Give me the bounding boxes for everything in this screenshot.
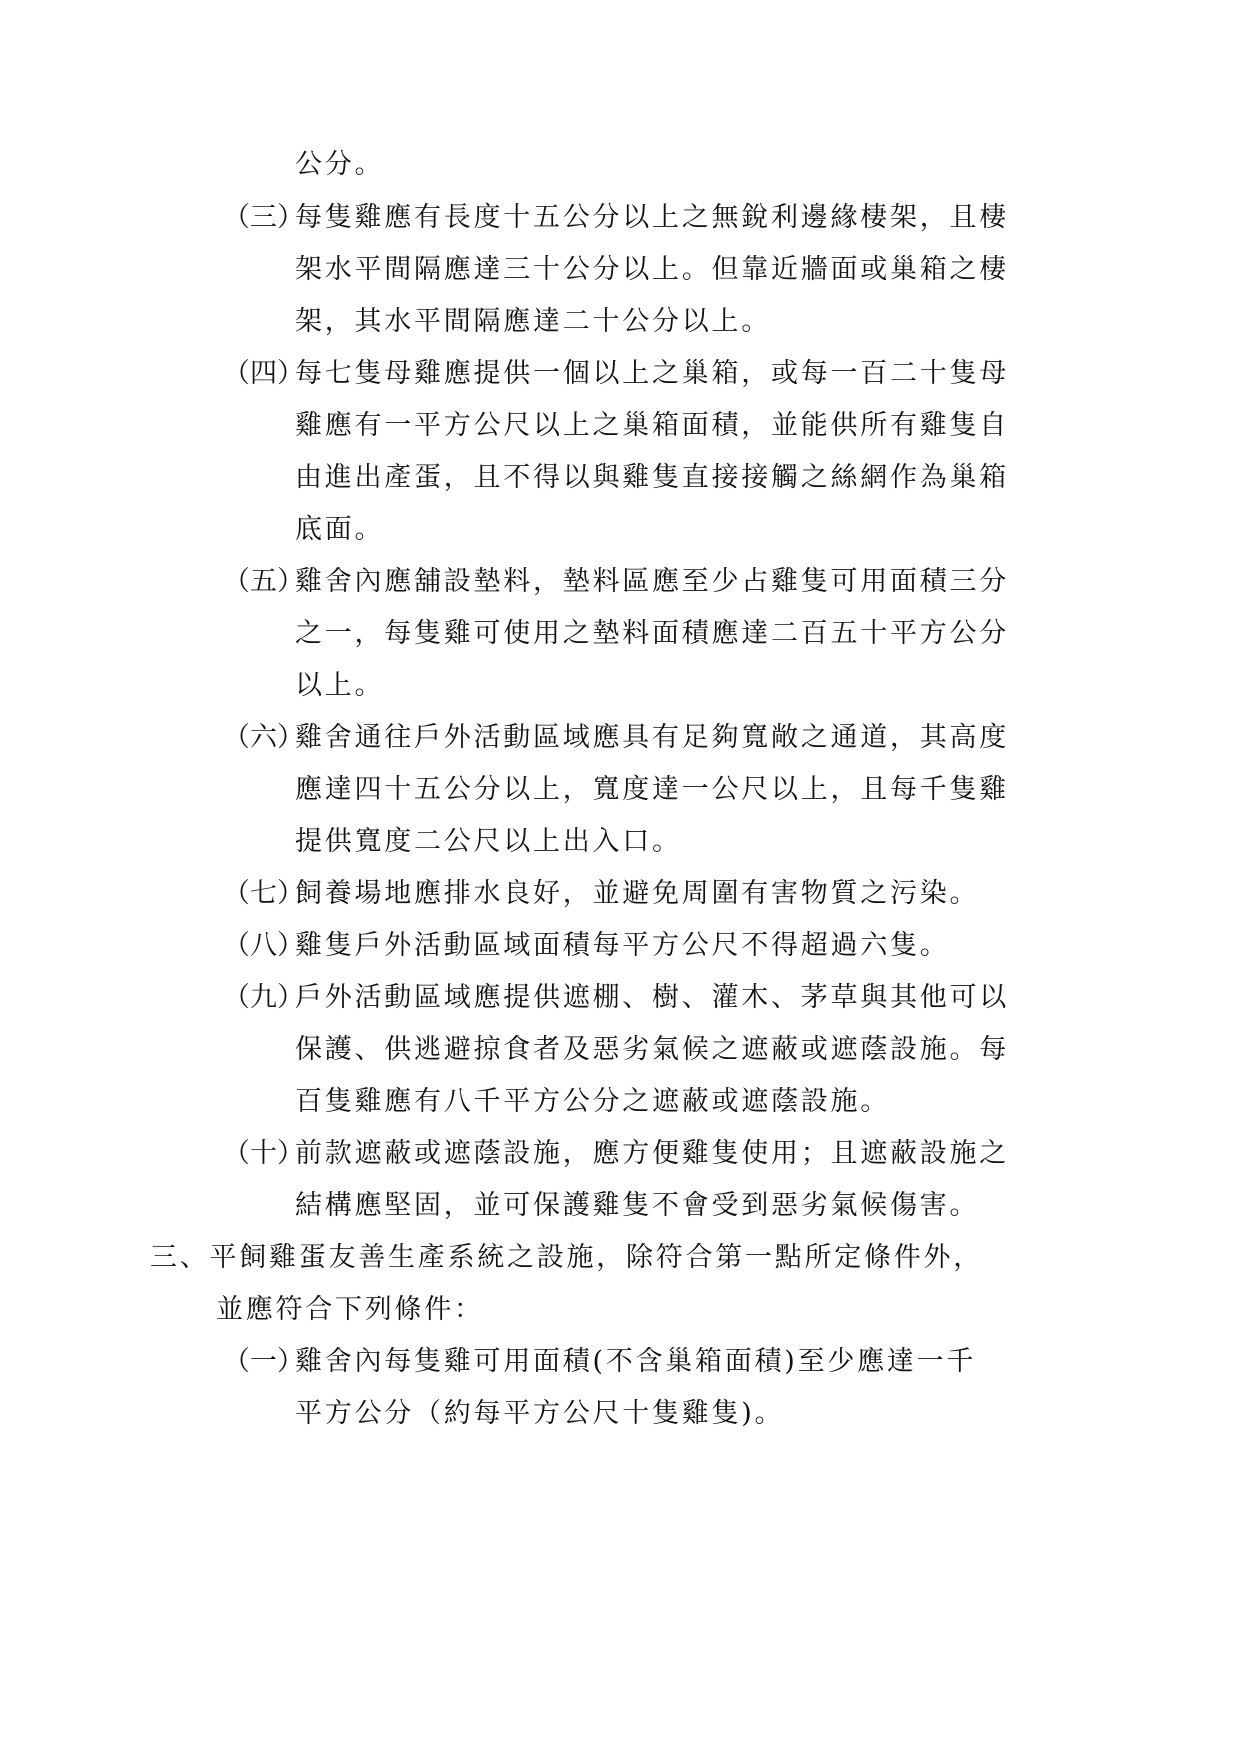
- paragraph-line: 底面。: [295, 514, 385, 545]
- section-heading: 三、平飼雞蛋友善生產系統之設施，除符合第一點所定條件外，: [150, 1242, 983, 1273]
- section-heading-continuation: 並應符合下列條件：: [216, 1294, 484, 1325]
- item-marker: （一）: [223, 1346, 304, 1377]
- paragraph-line: 提供寬度二公尺以上出入口。: [295, 826, 682, 857]
- item-marker: （九）: [223, 982, 304, 1013]
- item-marker: （四）: [223, 358, 304, 389]
- paragraph-line: 公分。: [295, 149, 385, 180]
- paragraph-line: 百隻雞應有八千平方公分之遮蔽或遮蔭設施。: [295, 1086, 890, 1117]
- item-marker: （七）: [223, 878, 304, 909]
- paragraph-line: 前款遮蔽或遮蔭設施，應方便雞隻使用；且遮蔽設施之: [295, 1138, 1009, 1169]
- item-marker: （六）: [223, 722, 304, 753]
- paragraph-line: 雞隻戶外活動區域面積每平方公尺不得超過六隻。: [295, 930, 950, 961]
- paragraph-line: 每七隻母雞應提供一個以上之巢箱，或每一百二十隻母: [295, 358, 1009, 389]
- paragraph-line: 飼養場地應排水良好，並避免周圍有害物質之污染。: [295, 878, 980, 909]
- item-marker: （三）: [223, 202, 304, 233]
- item-marker: （五）: [223, 566, 304, 597]
- paragraph-line: 結構應堅固，並可保護雞隻不會受到惡劣氣候傷害。: [295, 1190, 980, 1221]
- item-marker: （八）: [223, 930, 304, 961]
- paragraph-line: 架，其水平間隔應達二十公分以上。: [295, 306, 771, 337]
- paragraph-line: 平方公分（約每平方公尺十隻雞隻)。: [295, 1398, 785, 1429]
- item-marker: （十）: [223, 1138, 304, 1169]
- paragraph-line: 之一，每隻雞可使用之墊料面積應達二百五十平方公分: [295, 618, 1009, 649]
- paragraph-line: 雞舍通往戶外活動區域應具有足夠寬敞之通道，其高度: [295, 722, 1009, 753]
- paragraph-line: 雞應有一平方公尺以上之巢箱面積，並能供所有雞隻自: [295, 410, 1009, 441]
- paragraph-line: 雞舍內應舖設墊料，墊料區應至少占雞隻可用面積三分: [295, 566, 1009, 597]
- paragraph-line: 雞舍內每隻雞可用面積(不含巢箱面積)至少應達一千: [295, 1346, 977, 1377]
- paragraph-line: 以上。: [295, 670, 385, 701]
- paragraph-line: 架水平間隔應達三十公分以上。但靠近牆面或巢箱之棲: [295, 254, 1009, 285]
- paragraph-line: 戶外活動區域應提供遮棚、樹、灌木、茅草與其他可以: [295, 982, 1009, 1013]
- paragraph-line: 每隻雞應有長度十五公分以上之無銳利邊緣棲架，且棲: [295, 202, 1009, 233]
- paragraph-line: 應達四十五公分以上，寬度達一公尺以上，且每千隻雞: [295, 774, 1009, 805]
- paragraph-line: 保護、供逃避掠食者及惡劣氣候之遮蔽或遮蔭設施。每: [295, 1034, 1009, 1065]
- paragraph-line: 由進出產蛋，且不得以與雞隻直接接觸之絲網作為巢箱: [295, 462, 1009, 493]
